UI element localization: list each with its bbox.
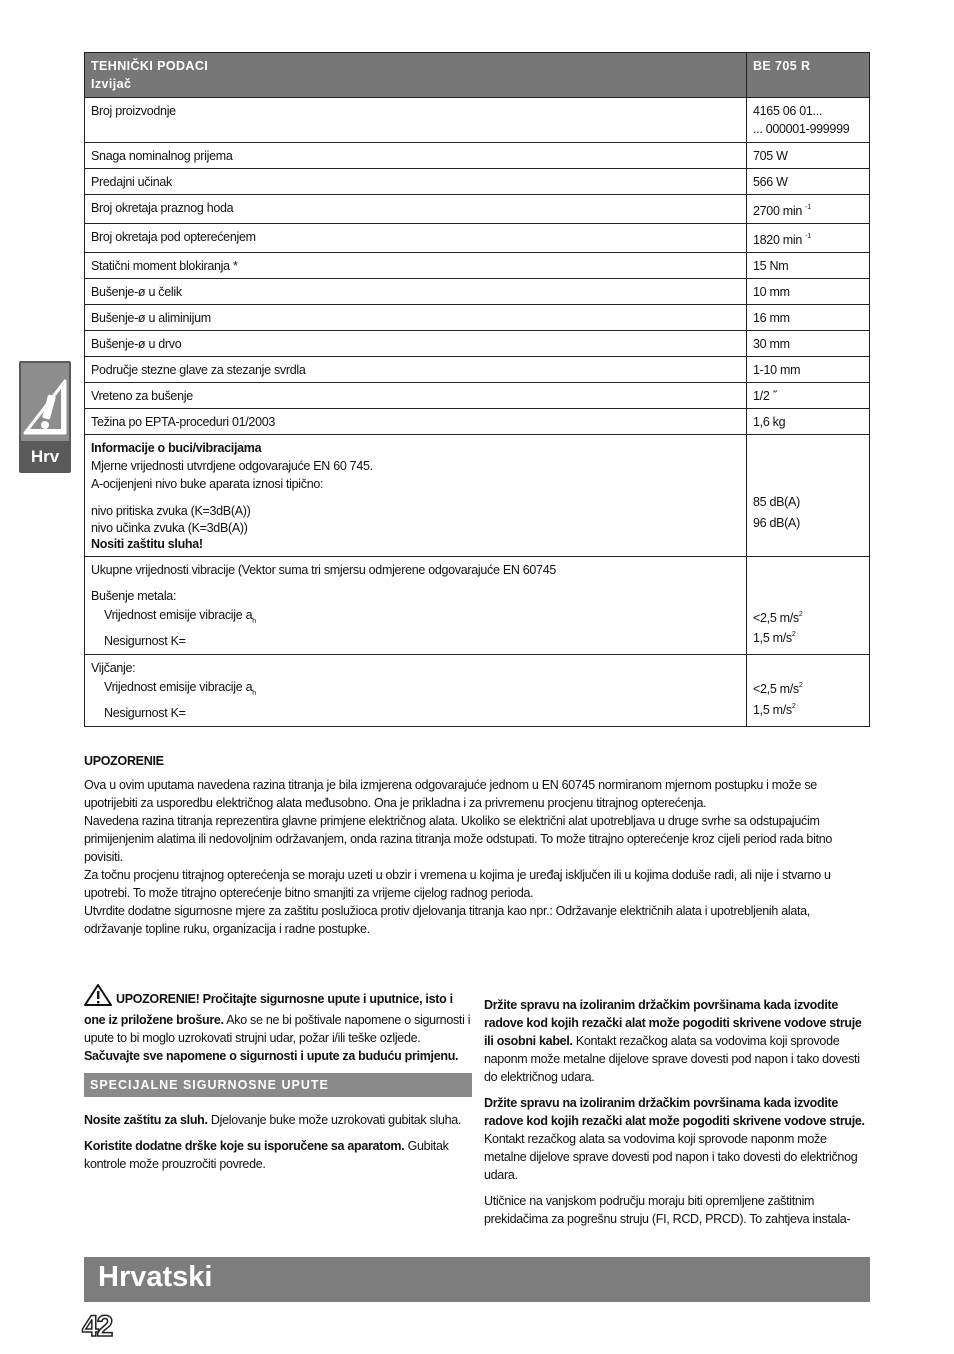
warning-triangle-icon (84, 984, 112, 1011)
noise-text: Mjerne vrijednosti utvrdjene odgovarajuće EN 60 745. (91, 459, 373, 473)
row-value: 566 W (747, 169, 870, 195)
emission-subscript: h (252, 690, 256, 697)
table-row (85, 331, 870, 357)
vibration-screwing-value (747, 655, 870, 727)
row-label: Snaga nominalnog prijema (85, 143, 747, 169)
row-label: Težina po EPTA-proceduri 01/2003 (85, 409, 747, 435)
vibration-drilling-label (85, 557, 747, 655)
table-row (85, 143, 870, 169)
unit-exponent: 2 (791, 631, 796, 638)
vibration-intro: Ukupne vrijednosti vibracije (Vektor suma tri smjersu odmjerene odgovarajuće EN 60745 (91, 563, 557, 577)
table-row (85, 357, 870, 383)
table-header-title (85, 53, 747, 98)
screwing-emission-value (753, 677, 863, 698)
row-label: Bušenje-ø u čelik (85, 279, 747, 305)
value-text: <2,5 m/s (753, 682, 799, 696)
row-value: 30 mm (747, 331, 870, 357)
noise-text: A-ocijenjeni nivo buke aparata iznosi tipično: (91, 477, 324, 491)
language-tab-label: Hrv (30, 447, 60, 466)
uncertainty-label: Nesigurnost K= (104, 634, 186, 648)
value-text: <2,5 m/s (753, 611, 799, 625)
hearing-protection-note: Nositi zaštitu sluha! (91, 537, 203, 551)
ear-protection-bold: Nosite zaštitu za sluh. (84, 1113, 208, 1127)
safety-warning-bold: UPOZORENIE! Pročitajte sigurnosne upute i uputnice, isto i one iz priložene brošure. (84, 992, 453, 1027)
ear-protection-paragraph (84, 1111, 472, 1129)
handles-text: Gubitak kontrole može prouzročiti povrede. (84, 1139, 449, 1171)
paragraph-bold: Držite spravu na izoliranim držačkim površinama kada izvodite radove kod kojih rezački alat može pogoditi skrivene vodove struje. (484, 1096, 865, 1128)
emission-subscript: h (252, 618, 256, 625)
insulated-grip-paragraph (484, 996, 872, 1086)
language-side-tab (19, 361, 71, 473)
left-column (84, 984, 472, 1181)
drilling-title: Bušenje metala: (91, 589, 177, 603)
header-title-text: TEHNIČKI PODACI (91, 59, 209, 73)
keep-instructions-note: Sačuvajte sve napomene o sigurnosti i upute za buduću primjenu. (84, 1049, 459, 1063)
row-label: Vreteno za bušenje (85, 383, 747, 409)
sound-pressure-value: 85 dB(A) (753, 495, 800, 509)
value-text: 1820 min (753, 233, 803, 247)
vibration-drilling-row (85, 557, 870, 655)
paragraph-bold: Držite spravu na izoliranim držačkim površinama kada izvodite radove kod kojih rezački alat može pogoditi skrivene vodove struje ili osobni kabel. (484, 998, 862, 1048)
footer-language-bar (84, 1257, 870, 1302)
warning-paragraph: Navedena razina titranja reprezentira glavne primjene električnog alata. Ukoliko se električni alat upotrebljava u druge svrhe sa odstupajućim primijenjenim alatima ili nedovoljnim održavanjem, onda razina titranja može odstupati. To može titrajno opterećenje kroz cijeli period rada bitno povisiti. (84, 814, 833, 864)
page-number: 42 (82, 1310, 112, 1343)
vibration-screwing-label (85, 655, 747, 727)
value-text: 2700 min (753, 204, 803, 218)
warning-paragraph: Za točnu procjenu titrajnog opterećenja se moraju uzeti u obzir i vremena u kojima je uređaj isključen ili u kojima doduše radi, ali nije i stvarno u upotrebi. To može titrajno opterećenje bitno smanjiti za vrijeme cijelog radnog perioda. (84, 868, 831, 900)
row-value: 15 Nm (747, 253, 870, 279)
uncertainty-label: Nesigurnost K= (104, 706, 186, 720)
noise-info-row (85, 435, 870, 557)
screwing-uncertainty-value (753, 698, 863, 719)
value-text: 1,5 m/s (753, 631, 792, 645)
value-line: 4165 06 01... (753, 104, 823, 118)
value-text: 1,5 m/s (753, 703, 792, 717)
row-label: Broj okretaja praznog hoda (85, 195, 747, 224)
row-value (747, 195, 870, 224)
footer-language-label: Hrvatski (98, 1261, 213, 1293)
safety-warning-paragraph (84, 984, 472, 1065)
table-row (85, 279, 870, 305)
row-value: 16 mm (747, 305, 870, 331)
screwing-title: Vijčanje: (91, 661, 136, 675)
paragraph-text: Kontakt rezačkog alata sa vodovima koji sprovode naponm može metalne dijelove sprave dovesti pod napon i tako dovesti do električnog udara. (484, 1132, 858, 1182)
table-row (85, 98, 870, 143)
row-label: Bušenje-ø u aliminijum (85, 305, 747, 331)
table-row (85, 409, 870, 435)
row-label: Broj okretaja pod opterećenjem (85, 224, 747, 253)
noise-title: Informacije o buci/vibracijama (91, 441, 262, 455)
sound-pressure-label: nivo pritiska zvuka (K=3dB(A)) (91, 504, 251, 518)
warning-paragraph: Ova u ovim uputama navedena razina titranja je bila izmjerena odgovarajuće jednom u EN 60745 normiranom mjernom postupku i može se upotrijebiti za usporedbu električnog alata međusobno. Ona je prikladna i za privremenu procjenu titrajnog opterećenja. (84, 778, 817, 810)
sound-power-value: 96 dB(A) (753, 516, 800, 530)
row-label: Statični moment blokiranja * (85, 253, 747, 279)
table-row (85, 305, 870, 331)
emission-label-text: Vrijednost emisije vibracije a (104, 608, 253, 622)
emission-label (91, 605, 740, 632)
unit-exponent: 2 (791, 703, 796, 710)
warning-paragraph: Utvrdite dodatne sigurnosne mjere za zaštitu poslužioca protiv djelovanja titranja kao npr.: Održavanje električnih alata i upotrebljenih alata, održavanje topline ruku, organizacija i radne postupke. (84, 904, 810, 936)
emission-label (91, 677, 740, 704)
table-row (85, 169, 870, 195)
table-row (85, 195, 870, 224)
special-safety-section-title: SPECIJALNE SIGURNOSNE UPUTE (84, 1073, 472, 1097)
unit-exponent: 2 (798, 682, 803, 689)
right-column (484, 996, 872, 1236)
value-exponent: -1 (805, 233, 811, 240)
row-value (747, 224, 870, 253)
row-value (747, 98, 870, 143)
warning-title: UPOZORENIE (84, 754, 164, 768)
row-value: 1,6 kg (747, 409, 870, 435)
table-row (85, 383, 870, 409)
value-line: ... 000001-999999 (753, 122, 850, 136)
table-row (85, 224, 870, 253)
noise-info-value (747, 435, 870, 557)
emission-label-text: Vrijednost emisije vibracije a (104, 680, 253, 694)
outdoor-sockets-paragraph: Utičnice na vanjskom području moraju biti opremljene zaštitnim prekidačima za pogrešnu struju (FI, RCD, PRCD). To zahtjeva instala- (484, 1194, 851, 1226)
unit-exponent: 2 (798, 611, 803, 618)
vibration-screwing-row (85, 655, 870, 727)
table-header-row (85, 53, 870, 98)
row-value: 1/2 ˝ (747, 383, 870, 409)
handles-paragraph (84, 1137, 472, 1173)
row-label: Bušenje-ø u drvo (85, 331, 747, 357)
table-row (85, 253, 870, 279)
drilling-emission-value (753, 606, 863, 627)
technical-data-table (84, 52, 870, 727)
row-value: 10 mm (747, 279, 870, 305)
noise-info-label (85, 435, 747, 557)
row-label: Područje stezne glave za stezanje svrdla (85, 357, 747, 383)
warning-exclamation-icon (21, 363, 69, 441)
vibration-warning-section (84, 752, 870, 938)
vibration-drilling-value (747, 557, 870, 655)
value-exponent: -1 (805, 204, 811, 211)
insulated-grip-paragraph (484, 1094, 872, 1184)
row-label: Broj proizvodnje (85, 98, 747, 143)
drilling-uncertainty-value (753, 627, 863, 646)
row-label: Predajni učinak (85, 169, 747, 195)
row-value: 1-10 mm (747, 357, 870, 383)
row-value: 705 W (747, 143, 870, 169)
table-header-model: BE 705 R (747, 53, 870, 98)
handles-bold: Koristite dodatne drške koje su isporučene sa aparatom. (84, 1139, 405, 1153)
ear-protection-text: Djelovanje buke može uzrokovati gubitak sluha. (207, 1113, 462, 1127)
sound-power-label: nivo učinka zvuka (K=3dB(A)) (91, 521, 248, 535)
paragraph-text: Kontakt rezačkog alata sa vodovima koji sprovode naponm može metalne dijelove sprave dovesti pod napon i tako dovesti do električnog udara. (484, 1034, 860, 1084)
safety-warning-text: Ako se ne bi poštivale napomene o sigurnosti i upute to bi moglo uzrokovati strujni udar, požar i/ili teške ozljede. (84, 1013, 471, 1045)
header-subtitle-text: Izvijač (91, 77, 132, 91)
